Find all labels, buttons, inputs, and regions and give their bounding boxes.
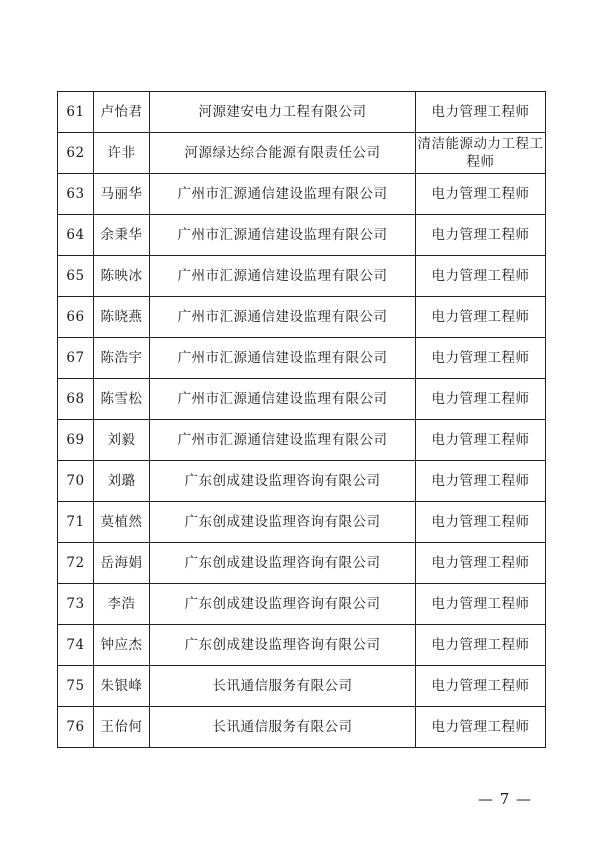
table-row [58,625,546,666]
organization-cell: 长讯通信服务有限公司 [150,666,416,707]
professional-title-cell: 电力管理工程师 [416,707,546,748]
personnel-table-body [58,92,546,748]
person-name-cell: 陈浩宇 [94,338,150,379]
organization-cell: 广州市汇源通信建设监理有限公司 [150,420,416,461]
row-number-cell: 68 [58,379,94,420]
organization-cell: 广东创成建设监理咨询有限公司 [150,543,416,584]
professional-title-cell: 电力管理工程师 [416,543,546,584]
table-row [58,92,546,133]
table-row [58,502,546,543]
row-number-cell: 65 [58,256,94,297]
person-name-cell: 岳海娟 [94,543,150,584]
organization-cell: 广州市汇源通信建设监理有限公司 [150,256,416,297]
row-number-cell: 74 [58,625,94,666]
person-name-cell: 卢怡君 [94,92,150,133]
table-row [58,666,546,707]
row-number-cell: 71 [58,502,94,543]
professional-title-cell: 电力管理工程师 [416,379,546,420]
person-name-cell: 陈映冰 [94,256,150,297]
table-row [58,420,546,461]
professional-title-cell: 电力管理工程师 [416,256,546,297]
table-row [58,297,546,338]
table-row [58,338,546,379]
row-number-cell: 63 [58,174,94,215]
row-number-cell: 61 [58,92,94,133]
page-number: — 7 — [477,790,533,808]
person-name-cell: 许非 [94,133,150,174]
organization-cell: 河源建安电力工程有限公司 [150,92,416,133]
organization-cell: 广东创成建设监理咨询有限公司 [150,625,416,666]
professional-title-cell: 电力管理工程师 [416,92,546,133]
personnel-table [57,91,546,748]
row-number-cell: 66 [58,297,94,338]
row-number-cell: 64 [58,215,94,256]
row-number-cell: 69 [58,420,94,461]
person-name-cell: 朱银峰 [94,666,150,707]
organization-cell: 广东创成建设监理咨询有限公司 [150,584,416,625]
person-name-cell: 陈雪松 [94,379,150,420]
table-row [58,215,546,256]
table-row [58,133,546,174]
organization-cell: 广州市汇源通信建设监理有限公司 [150,215,416,256]
professional-title-cell: 电力管理工程师 [416,215,546,256]
person-name-cell: 莫植然 [94,502,150,543]
professional-title-cell: 电力管理工程师 [416,666,546,707]
organization-cell: 河源绿达综合能源有限责任公司 [150,133,416,174]
organization-cell: 广州市汇源通信建设监理有限公司 [150,174,416,215]
organization-cell: 长讯通信服务有限公司 [150,707,416,748]
table-row [58,256,546,297]
table-row [58,379,546,420]
row-number-cell: 73 [58,584,94,625]
table-row [58,543,546,584]
professional-title-cell: 电力管理工程师 [416,625,546,666]
organization-cell: 广州市汇源通信建设监理有限公司 [150,379,416,420]
table-row [58,174,546,215]
row-number-cell: 62 [58,133,94,174]
table-row [58,461,546,502]
person-name-cell: 刘璐 [94,461,150,502]
row-number-cell: 70 [58,461,94,502]
professional-title-cell: 电力管理工程师 [416,584,546,625]
professional-title-cell: 电力管理工程师 [416,338,546,379]
person-name-cell: 钟应杰 [94,625,150,666]
table-row [58,707,546,748]
person-name-cell: 陈晓燕 [94,297,150,338]
person-name-cell: 刘毅 [94,420,150,461]
row-number-cell: 67 [58,338,94,379]
person-name-cell: 马丽华 [94,174,150,215]
professional-title-cell: 电力管理工程师 [416,420,546,461]
person-name-cell: 余秉华 [94,215,150,256]
organization-cell: 广东创成建设监理咨询有限公司 [150,461,416,502]
organization-cell: 广东创成建设监理咨询有限公司 [150,502,416,543]
organization-cell: 广州市汇源通信建设监理有限公司 [150,297,416,338]
organization-cell: 广州市汇源通信建设监理有限公司 [150,338,416,379]
row-number-cell: 75 [58,666,94,707]
person-name-cell: 王佁何 [94,707,150,748]
row-number-cell: 76 [58,707,94,748]
professional-title-cell: 电力管理工程师 [416,174,546,215]
professional-title-cell: 电力管理工程师 [416,461,546,502]
row-number-cell: 72 [58,543,94,584]
professional-title-cell: 电力管理工程师 [416,297,546,338]
professional-title-cell: 电力管理工程师 [416,502,546,543]
person-name-cell: 李浩 [94,584,150,625]
table-row [58,584,546,625]
professional-title-cell: 清洁能源动力工程工程师 [416,133,546,174]
